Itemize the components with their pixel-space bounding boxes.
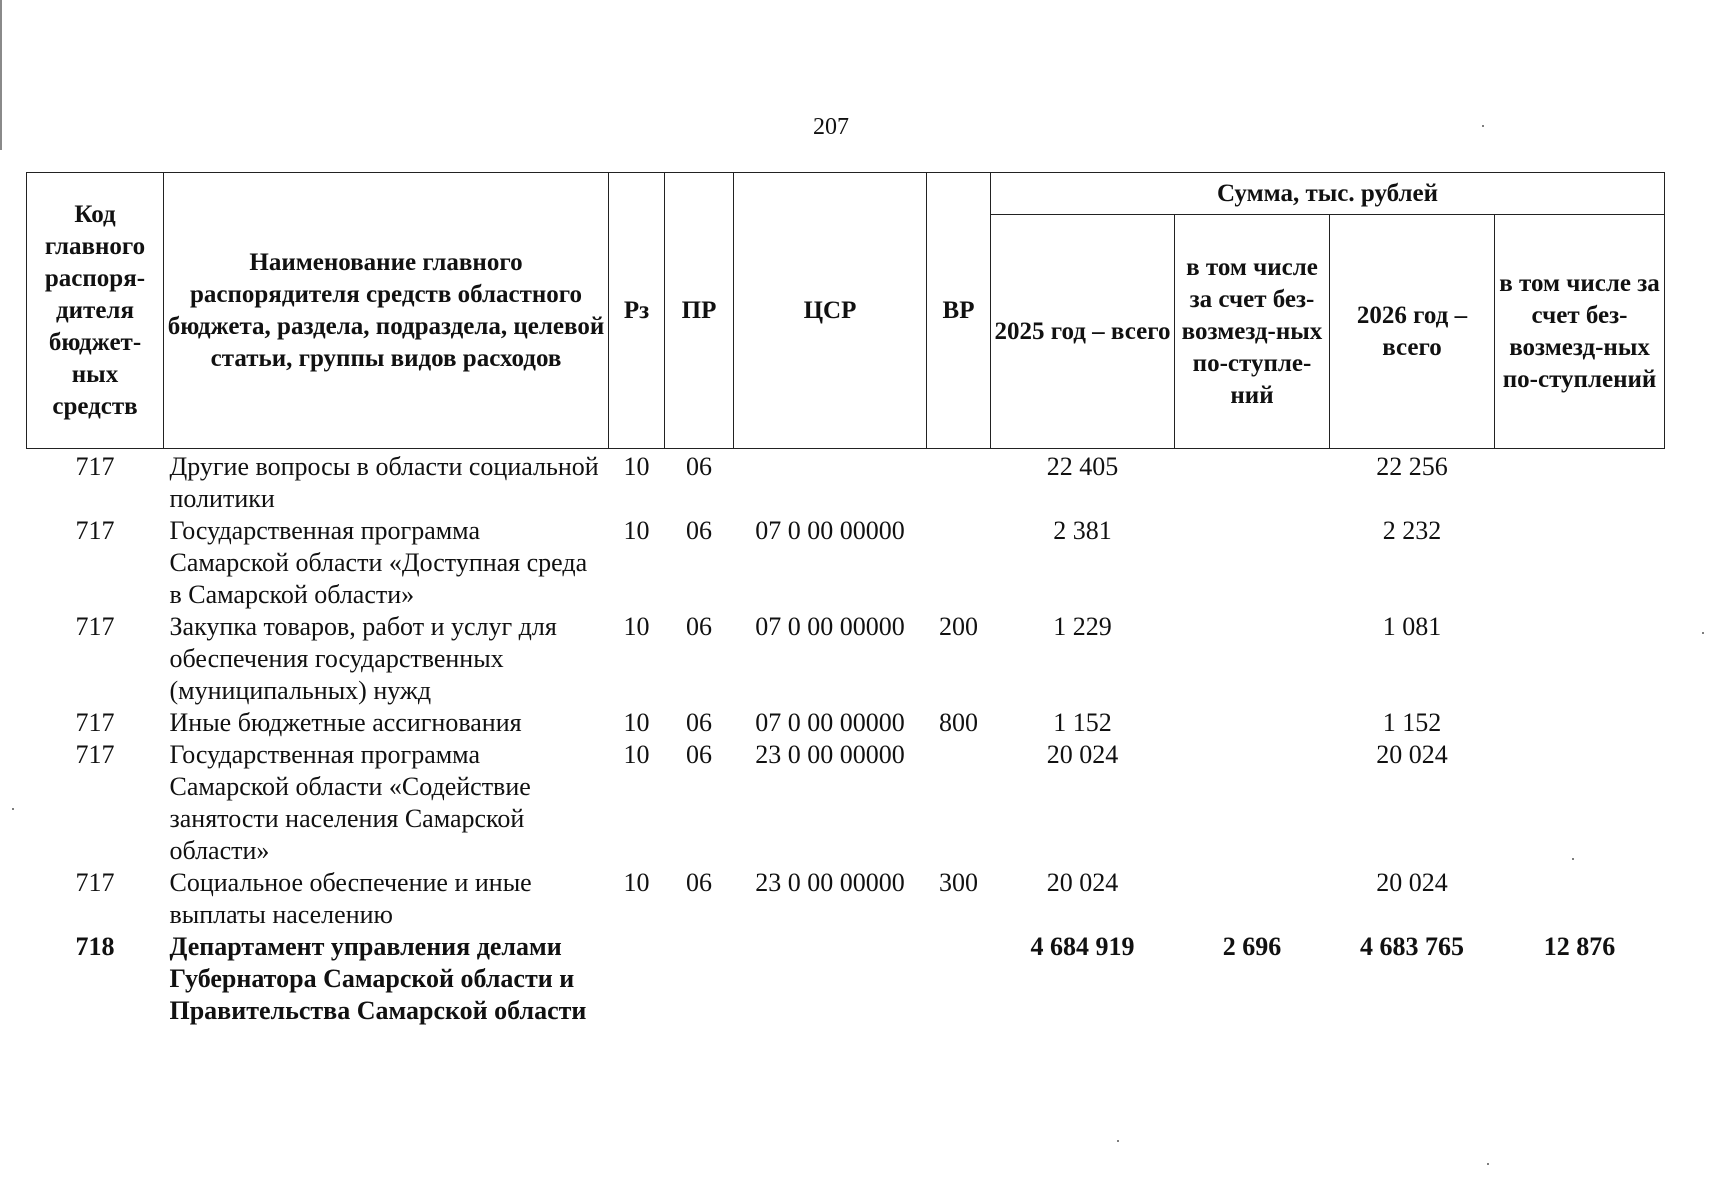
scan-speck (1482, 125, 1484, 127)
cell-2026-grants (1495, 707, 1665, 739)
cell-2026-grants (1495, 611, 1665, 707)
cell-2025-grants (1175, 449, 1330, 516)
cell-name: Иные бюджетные ассигнования (169, 708, 522, 737)
table-row (27, 449, 1665, 516)
cell-pr (665, 931, 734, 1027)
scan-speck (1487, 1163, 1489, 1165)
cell-pr: 06 (686, 612, 712, 641)
page-number: 207 (813, 114, 849, 140)
cell-2026-total: 2 232 (1382, 516, 1442, 545)
cell-csr: 23 0 00 00000 (755, 740, 905, 769)
cell-2025-grants (1175, 515, 1330, 611)
cell-2026-grants (1495, 515, 1665, 611)
cell-pr: 06 (686, 740, 712, 769)
scan-speck (1572, 858, 1574, 860)
cell-vr: 800 (939, 708, 978, 737)
cell-vr (927, 739, 991, 867)
cell-vr: 300 (939, 868, 978, 897)
table-body (27, 449, 1665, 1028)
cell-2026-grants (1495, 867, 1665, 931)
cell-name: Закупка товаров, работ и услуг для обеспечения государственных (муниципальных) нужд (169, 612, 557, 705)
cell-vr (927, 931, 991, 1027)
table-row (27, 867, 1665, 931)
cell-vr (927, 515, 991, 611)
cell-2025-grants (1175, 739, 1330, 867)
cell-2026-grants (1495, 739, 1665, 867)
cell-rz: 10 (623, 516, 650, 545)
cell-2025-total: 20 024 (1046, 868, 1119, 897)
cell-rz: 10 (623, 452, 650, 481)
cell-code: 717 (75, 516, 115, 545)
cell-2025-total: 2 381 (1053, 516, 1112, 545)
cell-csr (734, 931, 927, 1027)
cell-2026-total: 20 024 (1376, 868, 1448, 897)
header-2026-grants: в том числе за счет без-возмезд-ных по-ступлений (1495, 215, 1665, 449)
cell-2025-grants: 2 696 (1222, 932, 1282, 961)
cell-name: Социальное обеспечение и иные выплаты населению (169, 868, 532, 929)
cell-name: Государственная программа Самарской области «Содействие занятости населения Самарской области» (169, 740, 531, 865)
cell-pr: 06 (686, 708, 712, 737)
cell-2026-total: 22 256 (1376, 452, 1448, 481)
cell-rz: 10 (623, 740, 650, 769)
cell-2025-total: 1 229 (1053, 612, 1112, 641)
cell-2026-grants: 12 876 (1543, 932, 1616, 961)
table-header (27, 173, 1665, 449)
cell-2026-total: 1 152 (1382, 708, 1442, 737)
header-pr: ПР (665, 173, 734, 449)
cell-code: 717 (75, 452, 115, 481)
header-sum: Сумма, тыс. рублей (991, 173, 1665, 215)
budget-table (26, 172, 1665, 1027)
cell-2026-grants (1495, 449, 1665, 516)
cell-code: 717 (75, 740, 115, 769)
header-code: Код главного распоря-дителя бюджет-ных средств (27, 173, 164, 449)
cell-code: 717 (75, 708, 115, 737)
cell-vr: 200 (939, 612, 978, 641)
cell-rz: 10 (623, 612, 650, 641)
cell-csr: 07 0 00 00000 (755, 516, 905, 545)
header-vr: ВР (927, 173, 991, 449)
scan-speck (12, 808, 14, 810)
cell-pr: 06 (686, 452, 712, 481)
cell-2025-grants (1175, 611, 1330, 707)
cell-rz: 10 (623, 708, 650, 737)
cell-name: Государственная программа Самарской области «Доступная среда в Самарской области» (169, 516, 588, 609)
cell-code: 717 (75, 868, 115, 897)
cell-name: Департамент управления делами Губернатора Самарской области и Правительства Самарской области (169, 932, 587, 1025)
scan-speck (1117, 1140, 1119, 1142)
cell-2025-grants (1175, 707, 1330, 739)
cell-pr: 06 (686, 516, 712, 545)
cell-rz: 10 (623, 868, 650, 897)
cell-rz (609, 931, 665, 1027)
cell-2026-total: 4 683 765 (1360, 932, 1464, 961)
header-2025-grants: в том числе за счет без-возмезд-ных по-ступле-ний (1175, 215, 1330, 449)
cell-code: 717 (75, 612, 115, 641)
cell-csr: 07 0 00 00000 (755, 708, 905, 737)
cell-2025-total: 22 405 (1046, 452, 1119, 481)
cell-vr (927, 449, 991, 516)
header-csr: ЦСР (734, 173, 927, 449)
header-rz: Рз (609, 173, 665, 449)
cell-csr (734, 449, 927, 516)
cell-csr: 07 0 00 00000 (755, 612, 905, 641)
table-row (27, 515, 1665, 611)
cell-2026-total: 20 024 (1376, 740, 1448, 769)
cell-2025-total: 1 152 (1053, 708, 1112, 737)
table-row (27, 931, 1665, 1027)
scan-speck (1702, 632, 1704, 634)
header-name: Наименование главного распорядителя средств областного бюджета, раздела, подраздела, целевой статьи, группы видов расходов (164, 173, 609, 449)
header-2026-total: 2026 год – всего (1330, 215, 1495, 449)
cell-2025-total: 20 024 (1046, 740, 1119, 769)
cell-2025-total: 4 684 919 (1030, 932, 1135, 961)
cell-csr: 23 0 00 00000 (755, 868, 905, 897)
cell-2025-grants (1175, 867, 1330, 931)
cell-code: 718 (75, 932, 115, 961)
cell-2026-total: 1 081 (1382, 612, 1442, 641)
table-row (27, 707, 1665, 739)
table-row (27, 611, 1665, 707)
table-row (27, 739, 1665, 867)
cell-pr: 06 (686, 868, 712, 897)
cell-name: Другие вопросы в области социальной политики (169, 452, 599, 513)
header-2025-total: 2025 год – всего (991, 215, 1175, 449)
